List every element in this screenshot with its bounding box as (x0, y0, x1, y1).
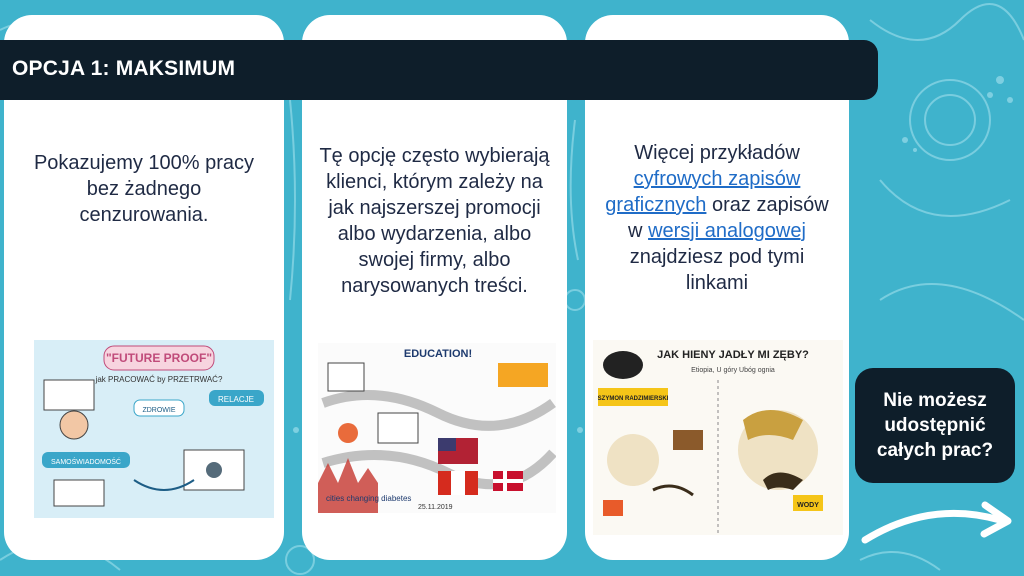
sketch-1-tag-relacje: RELACJE (217, 395, 255, 404)
sketch-3-tag-wody: WODY (797, 502, 819, 509)
cta-cannot-share[interactable] (855, 368, 1015, 483)
arrow-right-icon[interactable] (860, 490, 1020, 550)
cta-line-3: całych prac? (876, 440, 994, 461)
card-2-text: Tę opcję często wybierają klienci, którym zależy na jak najszerszej promocji albo wydarzenia, albo swojej firmy, albo narysowanych treści. (319, 145, 550, 297)
sketch-3-sub: Etiopia, U góry Ubóg ognia (691, 367, 775, 374)
sketch-1-tag-samoswiadomosc: SAMOŚWIADOMOŚĆ (50, 459, 122, 466)
sketch-2-logo: cities changing diabetes (326, 494, 412, 503)
banner-title: OPCJA 1: MAKSIMUM (12, 57, 236, 80)
card-3-text-before: Więcej przykładów (634, 142, 800, 164)
sketch-2-date: 25.11.2019 (418, 504, 453, 511)
digital-sketchnotes-link[interactable]: cyfrowych zapisów graficznych (605, 168, 801, 216)
card-3-text-mid: oraz zapisów w (628, 194, 829, 242)
card-3-text-after: znajdziesz pod tymi linkami (629, 246, 805, 294)
card-1-text: Pokazujemy 100% pracy bez żadnego cenzurowania. (33, 152, 255, 226)
sketch-1-heading: "FUTURE PROOF" (105, 351, 213, 365)
analog-sketchnotes-link[interactable]: wersji analogowej (648, 220, 806, 242)
sketchnote-future-proof (34, 340, 274, 518)
sketchnote-jak-hieny (593, 340, 843, 535)
sketch-2-heading: EDUCATION! (403, 348, 473, 360)
sketch-3-tag-name: SZYMON RADZIMIERSKI (597, 396, 669, 402)
sketch-3-heading: JAK HIENY JADŁY MI ZĘBY? (657, 349, 809, 361)
sketch-1-tag-zdrowie: ZDROWIE (142, 407, 176, 414)
sketchnote-cities-changing-diabetes (318, 343, 556, 513)
card-3-text (597, 140, 837, 296)
sketch-1-sub: jak PRACOWAĆ by PRZETRWAĆ? (95, 375, 223, 384)
option-banner (0, 40, 878, 100)
cta-line-1: Nie możesz (883, 390, 987, 411)
cta-line-2: udostępnić (884, 415, 986, 436)
